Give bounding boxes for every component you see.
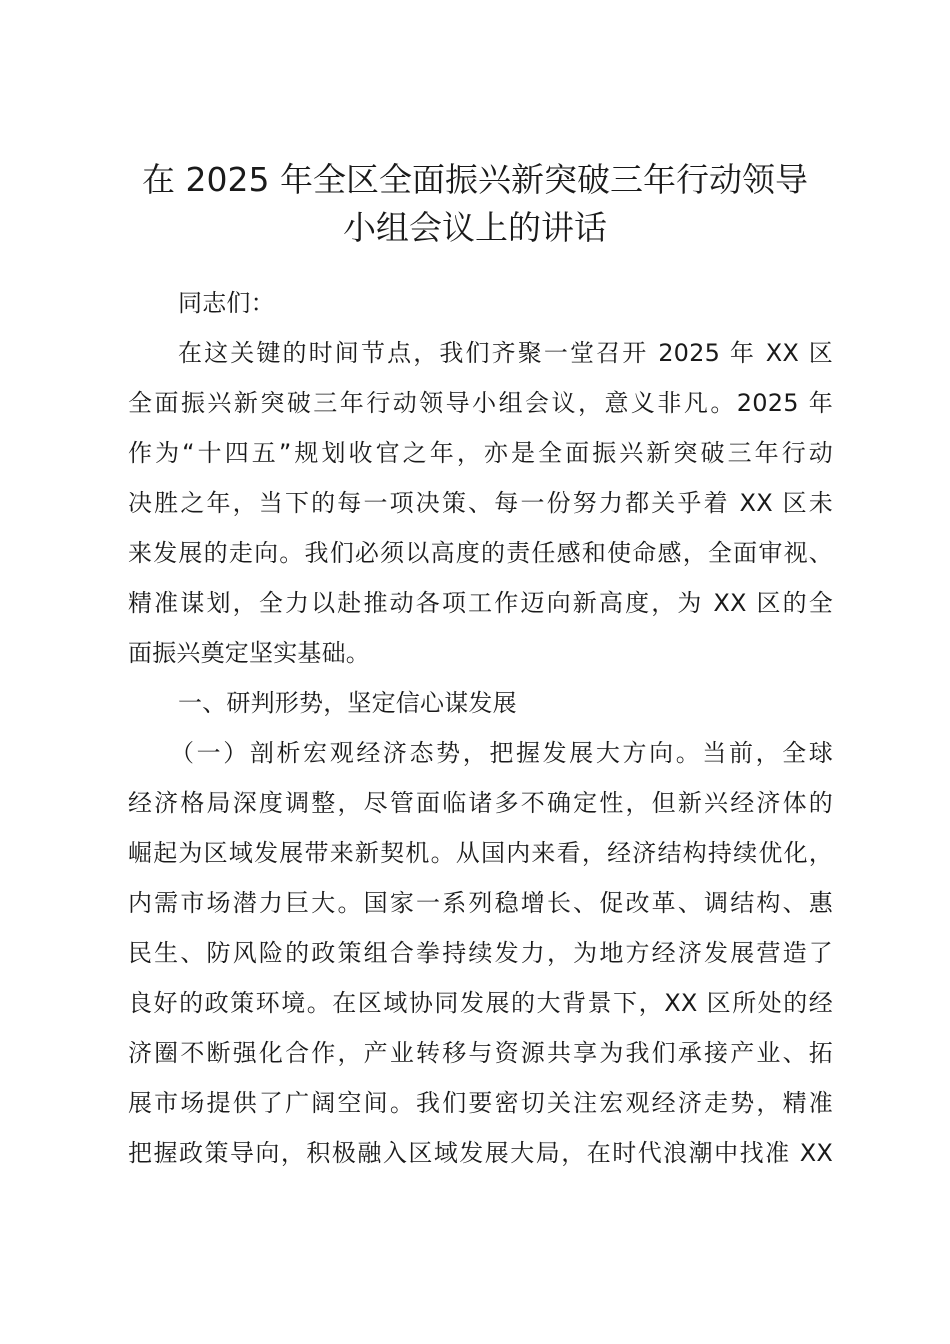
paragraph-2-line: 济圈不断强化合作，产业转移与资源共享为我们承接产业、拓 bbox=[128, 1039, 833, 1067]
paragraph-2-line: 良好的政策环境。在区域协同发展的大背景下，XX 区所处的经 bbox=[128, 989, 833, 1017]
paragraph-2-line: 内需市场潜力巨大。国家一系列稳增长、促改革、调结构、惠 bbox=[128, 889, 833, 917]
paragraph-1-line: 在这关键的时间节点，我们齐聚一堂召开 2025 年 XX 区 bbox=[178, 339, 833, 367]
paragraph-2-line: 崛起为区域发展带来新契机。从国内来看，经济结构持续优化， bbox=[128, 839, 833, 867]
salutation: 同志们： bbox=[178, 289, 275, 317]
paragraph-1-line: 决胜之年，当下的每一项决策、每一份努力都关乎着 XX 区未 bbox=[128, 489, 833, 517]
paragraph-2-line: （一）剖析宏观经济态势，把握发展大方向。当前，全球 bbox=[170, 739, 833, 767]
paragraph-1-line: 全面振兴新突破三年行动领导小组会议，意义非凡。2025 年 bbox=[128, 389, 833, 417]
paragraph-2-line: 经济格局深度调整，尽管面临诸多不确定性，但新兴经济体的 bbox=[128, 789, 833, 817]
paragraph-1-line: 作为“十四五”规划收官之年，亦是全面振兴新突破三年行动 bbox=[128, 439, 833, 467]
document-title-line-2: 小组会议上的讲话 bbox=[343, 208, 607, 247]
paragraph-2-line: 展市场提供了广阔空间。我们要密切关注宏观经济走势，精准 bbox=[128, 1089, 833, 1117]
paragraph-2-line: 民生、防风险的政策组合拳持续发力，为地方经济发展营造了 bbox=[128, 939, 833, 967]
paragraph-2-line: 把握政策导向，积极融入区域发展大局，在时代浪潮中找准 XX bbox=[128, 1139, 833, 1167]
section-1-heading: 一、研判形势，坚定信心谋发展 bbox=[178, 689, 517, 717]
paragraph-1-line: 精准谋划，全力以赴推动各项工作迈向新高度，为 XX 区的全 bbox=[128, 589, 833, 617]
paragraph-1-line: 来发展的走向。我们必须以高度的责任感和使命感，全面审视、 bbox=[128, 539, 833, 567]
paragraph-1-line: 面振兴奠定坚实基础。 bbox=[128, 639, 370, 667]
document-title-line-1: 在 2025 年全区全面振兴新突破三年行动领导 bbox=[142, 160, 808, 199]
